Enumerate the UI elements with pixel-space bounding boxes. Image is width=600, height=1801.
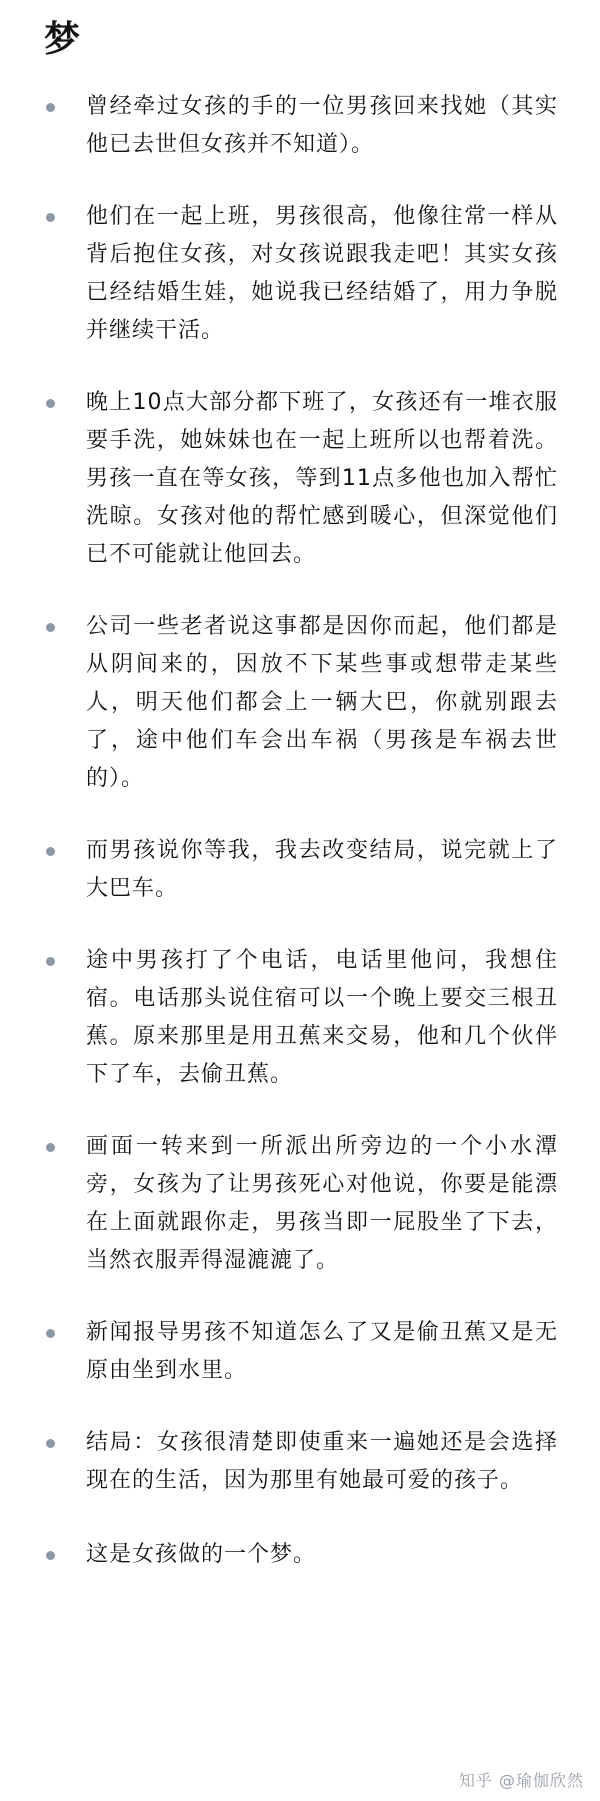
bullet-icon: [46, 103, 55, 112]
list-item-text: 新闻报导男孩不知道怎么了又是偷丑蕉又是无原由坐到水里。: [86, 1320, 558, 1383]
list-item: [0, 1128, 600, 1280]
list-item-text: 他们在一起上班，男孩很高，他像往常一样从背后抱住女孩，对女孩说跟我走吧！其实女孩已经结婚生娃，她说我已经结婚了，用力争脱并继续干活。: [86, 204, 558, 343]
list-item: [0, 1314, 600, 1390]
list-item: [0, 832, 600, 908]
list-item: [0, 198, 600, 350]
list-item: [0, 1424, 600, 1500]
bullet-icon: [46, 1551, 55, 1560]
list-item-text: 这是女孩做的一个梦。: [86, 1542, 317, 1567]
list-item: [0, 88, 600, 164]
bullet-list: [0, 88, 600, 1608]
list-item-text: 公司一些老者说这事都是因你而起，他们都是从阴间来的，因放不下某些事或想带走某些人，明天他们都会上一辆大巴，你就别跟去了，途中他们车会出车祸（男孩是车祸去世的）。: [86, 614, 558, 791]
list-item-text: 而男孩说你等我，我去改变结局，说完就上了大巴车。: [86, 838, 558, 901]
list-item: [0, 384, 600, 574]
bullet-icon: [46, 1329, 55, 1338]
bullet-icon: [46, 847, 55, 856]
list-item: [0, 942, 600, 1094]
bullet-icon: [46, 1439, 55, 1448]
list-item-text: 曾经牵过女孩的手的一位男孩回来找她（其实他已去世但女孩并不知道）。: [86, 94, 558, 157]
list-item: [0, 1536, 600, 1574]
bullet-icon: [46, 623, 55, 632]
watermark: 知乎 @瑜伽欣然: [458, 1771, 584, 1790]
bullet-icon: [46, 1143, 55, 1152]
list-item-text: 晚上10点大部分都下班了，女孩还有一堆衣服要手洗，她妹妹也在一起上班所以也帮着洗。男孩一直在等女孩，等到11点多他也加入帮忙洗晾。女孩对他的帮忙感到暖心，但深觉他们已不可能就让他回去。: [86, 390, 558, 567]
list-item-text: 画面一转来到一所派出所旁边的一个小水潭旁，女孩为了让男孩死心对他说，你要是能漂在上面就跟你走，男孩当即一屁股坐了下去，当然衣服弄得湿漉漉了。: [86, 1134, 558, 1273]
bullet-icon: [46, 957, 55, 966]
list-item-text: 结局：女孩很清楚即使重来一遍她还是会选择现在的生活，因为那里有她最可爱的孩子。: [86, 1430, 558, 1493]
bullet-icon: [46, 213, 55, 222]
list-item-text: 途中男孩打了个电话，电话里他问，我想住宿。电话那头说住宿可以一个晚上要交三根丑蕉。原来那里是用丑蕉来交易，他和几个伙伴下了车，去偷丑蕉。: [86, 948, 558, 1087]
article-title: 梦: [44, 19, 81, 60]
bullet-icon: [46, 399, 55, 408]
list-item: [0, 608, 600, 798]
